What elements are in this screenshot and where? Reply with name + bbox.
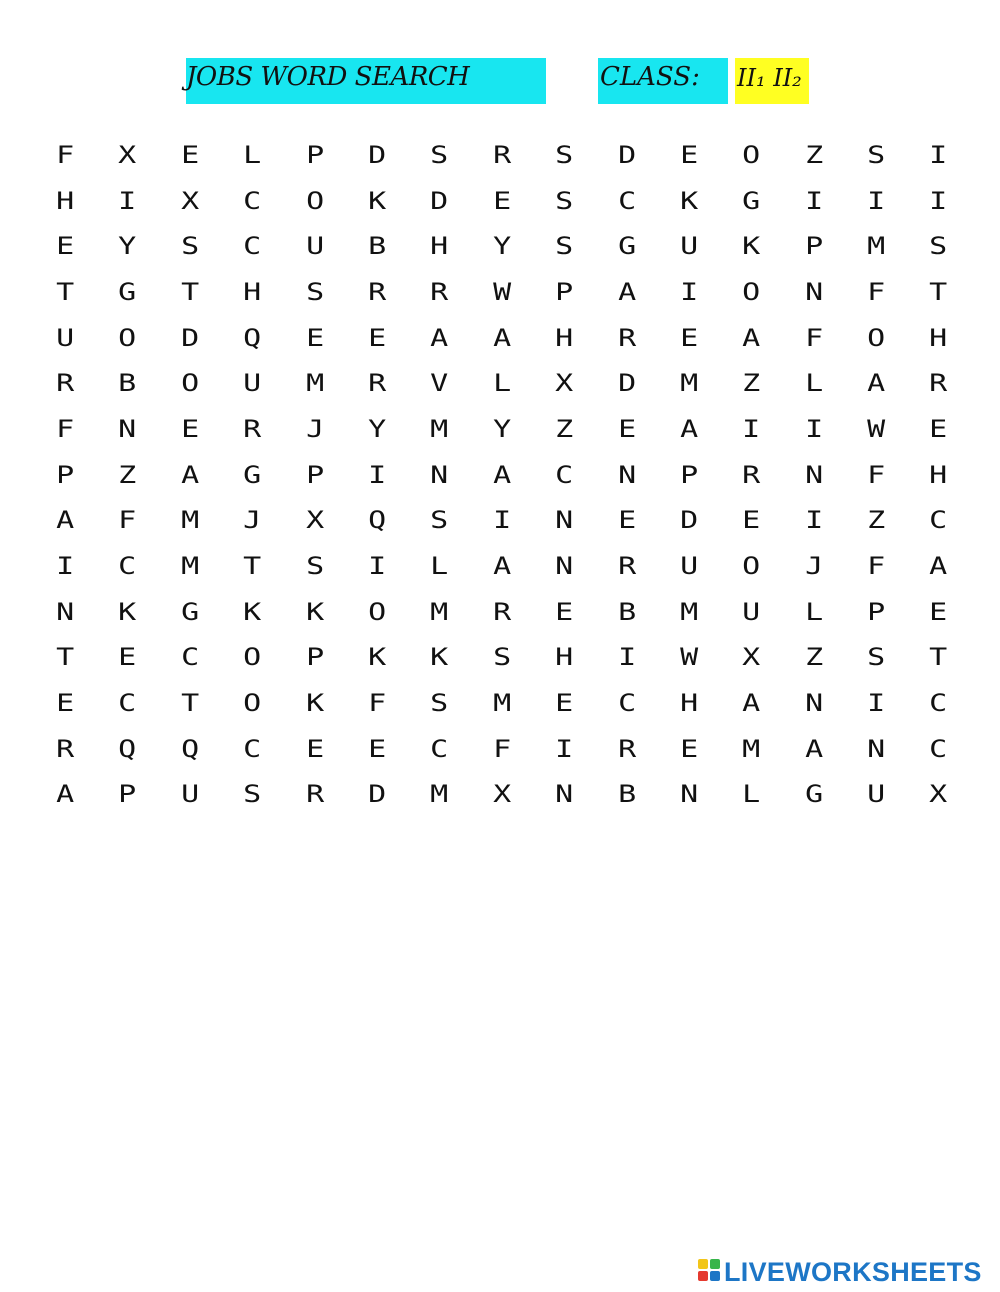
grid-cell[interactable]: J	[243, 506, 262, 535]
grid-cell[interactable]: N	[804, 689, 823, 718]
grid-cell[interactable]: M	[430, 780, 449, 809]
grid-cell[interactable]: H	[680, 689, 699, 718]
grid-cell[interactable]: R	[617, 552, 636, 581]
grid-cell[interactable]: K	[430, 643, 449, 672]
grid-cell[interactable]: S	[555, 186, 574, 215]
grid-cell[interactable]: R	[742, 460, 761, 489]
grid-cell[interactable]: X	[555, 369, 574, 398]
grid-cell[interactable]: F	[867, 552, 886, 581]
grid-cell[interactable]: A	[804, 734, 823, 763]
grid-cell[interactable]: I	[368, 460, 387, 489]
grid-cell[interactable]: Z	[867, 506, 886, 535]
grid-cell[interactable]: C	[118, 552, 137, 581]
grid-cell[interactable]: A	[867, 369, 886, 398]
grid-cell[interactable]: Y	[492, 232, 511, 261]
grid-cell[interactable]: S	[430, 689, 449, 718]
grid-cell[interactable]: K	[243, 597, 262, 626]
grid-cell[interactable]: P	[118, 780, 137, 809]
grid-cell[interactable]: F	[867, 460, 886, 489]
grid-cell[interactable]: M	[680, 597, 699, 626]
grid-cell[interactable]: C	[118, 689, 137, 718]
grid-cell[interactable]: N	[804, 460, 823, 489]
class-label-highlight	[598, 58, 728, 104]
grid-cell[interactable]: D	[617, 140, 636, 169]
grid-cell[interactable]: I	[929, 186, 948, 215]
grid-cell[interactable]: B	[617, 597, 636, 626]
grid-cell[interactable]: U	[56, 323, 75, 352]
grid-cell[interactable]: N	[555, 552, 574, 581]
grid-cell[interactable]: B	[368, 232, 387, 261]
grid-cell[interactable]: N	[867, 734, 886, 763]
title-highlight	[186, 58, 546, 104]
grid-cell[interactable]: O	[243, 643, 262, 672]
grid-row	[34, 223, 970, 269]
grid-cell[interactable]: R	[430, 277, 449, 306]
grid-cell[interactable]: U	[180, 780, 200, 809]
grid-cell[interactable]: G	[180, 597, 200, 626]
grid-cell[interactable]: B	[118, 369, 137, 398]
liveworksheets-logo-icon	[698, 1259, 722, 1285]
brand-name: LIVEWORKSHEETS	[724, 1256, 982, 1287]
grid-cell[interactable]: O	[180, 369, 200, 398]
grid-cell[interactable]: U	[680, 552, 699, 581]
grid-cell[interactable]: W	[680, 643, 699, 672]
grid-cell[interactable]: P	[305, 460, 324, 489]
grid-cell[interactable]: P	[305, 643, 324, 672]
grid-cell[interactable]: H	[929, 460, 948, 489]
grid-cell[interactable]: H	[555, 323, 574, 352]
grid-cell[interactable]: E	[555, 597, 574, 626]
grid-cell[interactable]: R	[492, 597, 511, 626]
grid-row	[34, 635, 970, 681]
grid-cell[interactable]: A	[492, 323, 511, 352]
grid-cell[interactable]: F	[368, 689, 387, 718]
grid-cell[interactable]: C	[243, 186, 262, 215]
grid-cell[interactable]: C	[243, 734, 262, 763]
grid-cell[interactable]: W	[867, 414, 886, 443]
grid-cell[interactable]: O	[742, 552, 761, 581]
grid-cell[interactable]: C	[929, 734, 948, 763]
liveworksheets-logo	[698, 1252, 982, 1292]
grid-cell[interactable]: M	[430, 414, 449, 443]
grid-cell[interactable]: U	[742, 597, 761, 626]
grid-cell[interactable]: C	[929, 506, 948, 535]
grid-cell[interactable]: E	[617, 414, 636, 443]
grid-cell[interactable]: S	[305, 277, 324, 306]
grid-cell[interactable]: Q	[118, 734, 137, 763]
grid-cell[interactable]: L	[804, 597, 823, 626]
grid-cell[interactable]: R	[243, 414, 262, 443]
grid-cell[interactable]: D	[368, 140, 387, 169]
grid-cell[interactable]: A	[56, 506, 75, 535]
grid-cell[interactable]: F	[56, 140, 75, 169]
grid-cell[interactable]: M	[492, 689, 511, 718]
grid-cell[interactable]: C	[929, 689, 948, 718]
grid-cell[interactable]: W	[492, 277, 511, 306]
grid-cell[interactable]: N	[118, 414, 137, 443]
grid-cell[interactable]: P	[680, 460, 699, 489]
grid-cell[interactable]: K	[368, 186, 387, 215]
grid-cell[interactable]: R	[617, 734, 636, 763]
grid-cell[interactable]: I	[804, 506, 823, 535]
grid-cell[interactable]: R	[929, 369, 948, 398]
grid-cell[interactable]: A	[492, 552, 511, 581]
grid-cell[interactable]: Q	[180, 734, 200, 763]
grid-cell[interactable]: E	[305, 734, 324, 763]
grid-cell[interactable]: L	[742, 780, 761, 809]
grid-cell[interactable]: K	[305, 689, 324, 718]
grid-cell[interactable]: Z	[804, 140, 823, 169]
grid-cell[interactable]: T	[929, 277, 948, 306]
grid-cell[interactable]: C	[617, 186, 636, 215]
grid-cell[interactable]: S	[929, 232, 948, 261]
grid-cell[interactable]: I	[804, 186, 823, 215]
grid-cell[interactable]: T	[243, 552, 262, 581]
grid-cell[interactable]: I	[742, 414, 761, 443]
grid-cell[interactable]: E	[555, 689, 574, 718]
grid-cell[interactable]: R	[56, 369, 75, 398]
grid-cell[interactable]: E	[742, 506, 761, 535]
grid-row	[34, 269, 970, 315]
grid-cell[interactable]: I	[118, 186, 137, 215]
grid-cell[interactable]: S	[555, 140, 574, 169]
grid-row	[34, 178, 970, 224]
grid-cell[interactable]: D	[368, 780, 387, 809]
grid-cell[interactable]: N	[430, 460, 449, 489]
grid-cell[interactable]: M	[680, 369, 699, 398]
grid-cell[interactable]: R	[368, 277, 387, 306]
page-title: JOBS WORD SEARCH	[186, 62, 470, 92]
grid-cell[interactable]: P	[804, 232, 823, 261]
grid-cell[interactable]: E	[180, 414, 200, 443]
grid-cell[interactable]: N	[804, 277, 823, 306]
grid-cell[interactable]: X	[180, 186, 200, 215]
grid-cell[interactable]: R	[368, 369, 387, 398]
grid-cell[interactable]: I	[680, 277, 699, 306]
grid-cell[interactable]: M	[430, 597, 449, 626]
grid-cell[interactable]: T	[56, 643, 75, 672]
grid-cell[interactable]: G	[804, 780, 823, 809]
grid-cell[interactable]: A	[56, 780, 75, 809]
grid-row	[34, 360, 970, 406]
grid-cell[interactable]: O	[305, 186, 324, 215]
grid-cell[interactable]: U	[867, 780, 886, 809]
grid-cell[interactable]: E	[680, 734, 699, 763]
grid-cell[interactable]: S	[492, 643, 511, 672]
grid-cell[interactable]: T	[180, 689, 200, 718]
grid-cell[interactable]: A	[742, 689, 761, 718]
grid-cell[interactable]: S	[430, 506, 449, 535]
grid-cell[interactable]: R	[492, 140, 511, 169]
grid-cell[interactable]: R	[56, 734, 75, 763]
grid-cell[interactable]: C	[180, 643, 200, 672]
grid-cell[interactable]: Z	[742, 369, 761, 398]
grid-cell[interactable]: H	[555, 643, 574, 672]
grid-cell[interactable]: E	[680, 140, 699, 169]
grid-cell[interactable]: Q	[368, 506, 387, 535]
grid-cell[interactable]: I	[617, 643, 636, 672]
grid-cell[interactable]: O	[742, 140, 761, 169]
grid-row	[34, 315, 970, 361]
grid-cell[interactable]: X	[929, 780, 948, 809]
grid-row	[34, 726, 970, 772]
grid-cell[interactable]: I	[867, 689, 886, 718]
grid-cell[interactable]: E	[56, 232, 75, 261]
grid-cell[interactable]: M	[742, 734, 761, 763]
grid-cell[interactable]: E	[118, 643, 137, 672]
grid-cell[interactable]: I	[867, 186, 886, 215]
grid-cell[interactable]: F	[118, 506, 137, 535]
grid-cell[interactable]: I	[368, 552, 387, 581]
grid-cell[interactable]: I	[929, 140, 948, 169]
grid-cell[interactable]: U	[680, 232, 699, 261]
grid-cell[interactable]: X	[305, 506, 324, 535]
grid-cell[interactable]: N	[555, 506, 574, 535]
grid-row	[34, 498, 970, 544]
grid-row	[34, 132, 970, 178]
grid-cell[interactable]: K	[368, 643, 387, 672]
grid-cell[interactable]: S	[867, 643, 886, 672]
grid-cell[interactable]: P	[56, 460, 75, 489]
grid-cell[interactable]: G	[617, 232, 636, 261]
grid-cell[interactable]: N	[555, 780, 574, 809]
grid-cell[interactable]: F	[867, 277, 886, 306]
grid-cell[interactable]: H	[430, 232, 449, 261]
grid-cell[interactable]: Z	[118, 460, 137, 489]
grid-cell[interactable]: K	[742, 232, 761, 261]
grid-cell[interactable]: S	[430, 140, 449, 169]
grid-cell[interactable]: P	[867, 597, 886, 626]
grid-cell[interactable]: K	[305, 597, 324, 626]
grid-cell[interactable]: O	[867, 323, 886, 352]
grid-cell[interactable]: A	[929, 552, 948, 581]
grid-cell[interactable]: L	[430, 552, 449, 581]
grid-cell[interactable]: I	[56, 552, 75, 581]
grid-cell[interactable]: D	[617, 369, 636, 398]
grid-cell[interactable]: J	[305, 414, 324, 443]
grid-cell[interactable]: O	[243, 689, 262, 718]
grid-cell[interactable]: G	[742, 186, 761, 215]
grid-cell[interactable]: C	[243, 232, 262, 261]
grid-cell[interactable]: X	[118, 140, 137, 169]
grid-cell[interactable]: M	[180, 506, 200, 535]
grid-cell[interactable]: O	[118, 323, 137, 352]
grid-cell[interactable]: A	[617, 277, 636, 306]
grid-cell[interactable]: E	[368, 734, 387, 763]
grid-cell[interactable]: I	[804, 414, 823, 443]
grid-cell[interactable]: N	[56, 597, 75, 626]
grid-row	[34, 680, 970, 726]
grid-cell[interactable]: E	[368, 323, 387, 352]
grid-cell[interactable]: P	[305, 140, 324, 169]
grid-cell[interactable]: L	[492, 369, 511, 398]
grid-cell[interactable]: Y	[118, 232, 137, 261]
grid-cell[interactable]: J	[804, 552, 823, 581]
grid-cell[interactable]: F	[492, 734, 511, 763]
grid-cell[interactable]: A	[430, 323, 449, 352]
grid-cell[interactable]: D	[430, 186, 449, 215]
grid-row	[34, 406, 970, 452]
grid-cell[interactable]: U	[305, 232, 324, 261]
grid-cell[interactable]: L	[804, 369, 823, 398]
grid-cell[interactable]: I	[492, 506, 511, 535]
header	[0, 58, 1000, 104]
grid-cell[interactable]: E	[56, 689, 75, 718]
grid-cell[interactable]: M	[867, 232, 886, 261]
grid-cell[interactable]: M	[180, 552, 200, 581]
grid-cell[interactable]: S	[555, 232, 574, 261]
grid-cell[interactable]: L	[243, 140, 262, 169]
grid-cell[interactable]: S	[305, 552, 324, 581]
grid-cell[interactable]: E	[180, 140, 200, 169]
grid-cell[interactable]: S	[867, 140, 886, 169]
grid-cell[interactable]: C	[617, 689, 636, 718]
class-value: II₁ II₂	[737, 64, 802, 92]
grid-cell[interactable]: K	[118, 597, 137, 626]
grid-cell[interactable]: G	[118, 277, 137, 306]
grid-cell[interactable]: Z	[804, 643, 823, 672]
grid-cell[interactable]: N	[680, 780, 699, 809]
grid-cell[interactable]: G	[243, 460, 262, 489]
grid-cell[interactable]: B	[617, 780, 636, 809]
word-search-grid	[34, 132, 970, 817]
grid-row	[34, 772, 970, 818]
grid-cell[interactable]: Y	[368, 414, 387, 443]
grid-cell[interactable]: T	[56, 277, 75, 306]
grid-cell[interactable]: A	[180, 460, 200, 489]
grid-cell[interactable]: M	[305, 369, 324, 398]
grid-cell[interactable]: A	[680, 414, 699, 443]
grid-cell[interactable]: C	[430, 734, 449, 763]
grid-cell[interactable]: A	[742, 323, 761, 352]
grid-cell[interactable]: H	[929, 323, 948, 352]
grid-cell[interactable]: A	[492, 460, 511, 489]
grid-cell[interactable]: F	[804, 323, 823, 352]
grid-cell[interactable]: X	[742, 643, 761, 672]
grid-cell[interactable]: P	[555, 277, 574, 306]
grid-cell[interactable]: F	[56, 414, 75, 443]
grid-cell[interactable]: S	[180, 232, 200, 261]
grid-cell[interactable]: Q	[243, 323, 262, 352]
grid-row	[34, 589, 970, 635]
grid-cell[interactable]: T	[929, 643, 948, 672]
grid-cell[interactable]: E	[929, 414, 948, 443]
grid-cell[interactable]: H	[243, 277, 262, 306]
grid-row	[34, 452, 970, 498]
grid-cell[interactable]: R	[305, 780, 324, 809]
grid-cell[interactable]: K	[680, 186, 699, 215]
grid-cell[interactable]: Z	[555, 414, 574, 443]
grid-cell[interactable]: T	[180, 277, 200, 306]
grid-cell[interactable]: N	[617, 460, 636, 489]
grid-cell[interactable]: H	[56, 186, 75, 215]
grid-cell[interactable]: R	[617, 323, 636, 352]
grid-cell[interactable]: E	[492, 186, 511, 215]
grid-cell[interactable]: V	[430, 369, 449, 398]
grid-cell[interactable]: I	[555, 734, 574, 763]
grid-cell[interactable]: D	[180, 323, 200, 352]
grid-cell[interactable]: U	[243, 369, 262, 398]
grid-cell[interactable]: O	[368, 597, 387, 626]
grid-row	[34, 543, 970, 589]
class-value-highlight	[735, 58, 809, 104]
grid-cell[interactable]: Y	[492, 414, 511, 443]
grid-cell[interactable]: D	[680, 506, 699, 535]
grid-cell[interactable]: O	[742, 277, 761, 306]
class-label: CLASS:	[600, 62, 700, 92]
grid-cell[interactable]: E	[305, 323, 324, 352]
grid-cell[interactable]: E	[680, 323, 699, 352]
grid-cell[interactable]: S	[243, 780, 262, 809]
grid-cell[interactable]: E	[929, 597, 948, 626]
grid-cell[interactable]: C	[555, 460, 574, 489]
grid-cell[interactable]: X	[492, 780, 511, 809]
grid-cell[interactable]: E	[617, 506, 636, 535]
